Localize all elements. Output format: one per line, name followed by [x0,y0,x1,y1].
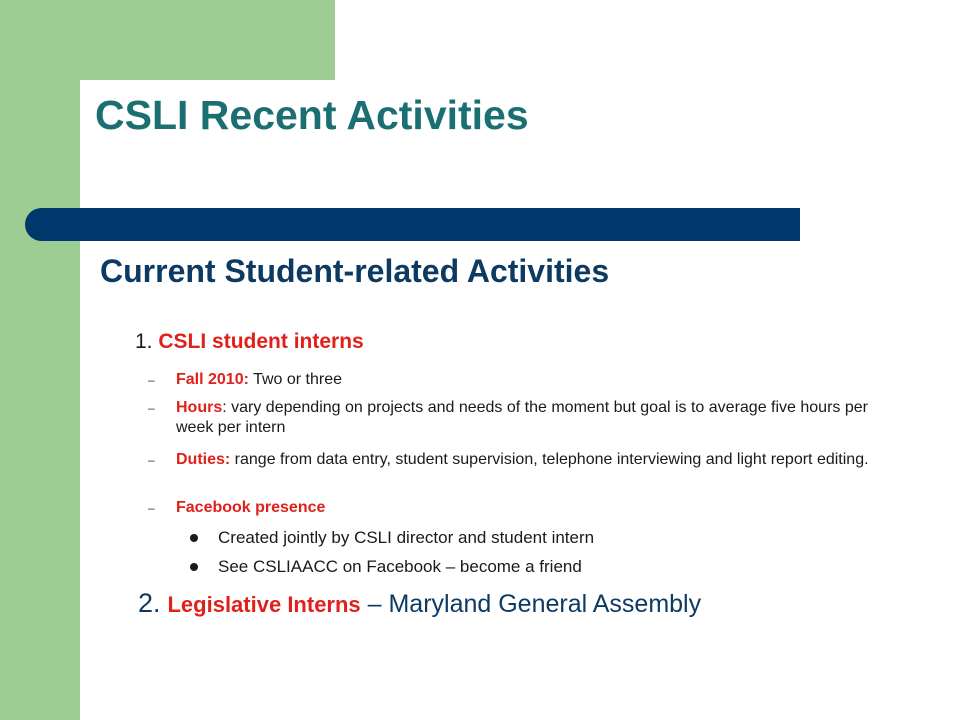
bullet-dot-icon [190,534,198,542]
sub-item-text: Facebook presence [176,499,326,516]
dash-marker: – [148,501,155,515]
dash-marker: – [148,401,155,415]
slide-title: CSLI Recent Activities [95,92,529,138]
item-label: Legislative Interns [167,592,361,617]
dash-marker: – [148,373,155,387]
item-number: 2. [138,588,161,618]
sub-item-text: Duties: range from data entry, student supervision, telephone interviewing and light report editing. [176,451,869,468]
item-text: – Maryland General Assembly [360,590,702,618]
bullet-text: Created jointly by CSLI director and student intern [218,528,595,547]
bullet-dot-icon [190,563,198,571]
sidebar-decoration [0,0,80,720]
item-number: 1. [135,330,153,353]
divider-bar [25,208,800,241]
list-item-1 [135,330,364,354]
slide-subtitle: Current Student-related Activities [100,253,610,289]
header-decoration [0,0,335,80]
bullet-text: See CSLIAACC on Facebook – become a friend [218,557,582,576]
list-item-2 [138,588,701,619]
item-label: CSLI student interns [158,330,364,353]
sub-item-text: Hours: vary depending on projects and needs of the moment but goal is to average five hours per week per intern [176,399,868,436]
dash-marker: – [148,453,155,467]
sub-item-text: Fall 2010: Two or three [176,371,343,388]
